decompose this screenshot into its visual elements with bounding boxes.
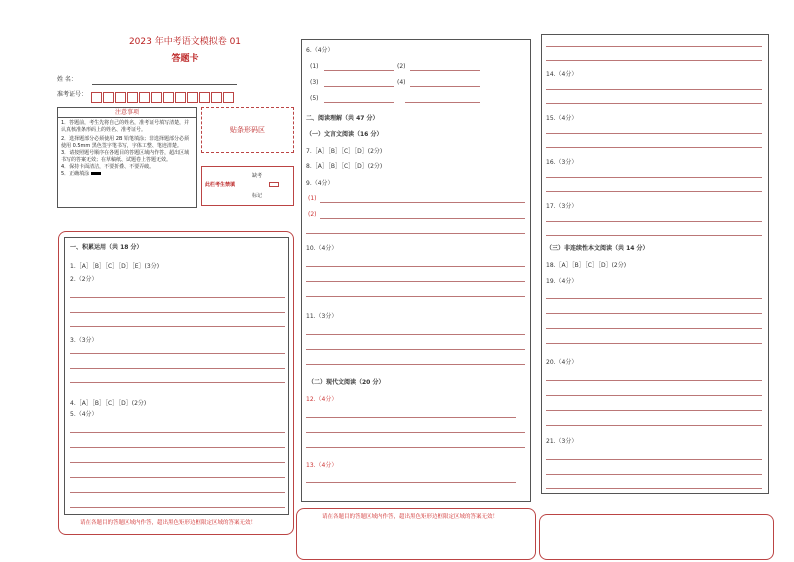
question-9: 9.（4分） (306, 180, 334, 187)
question-11: 11.（3分） (306, 313, 338, 320)
page-subtitle: 答题卡 (171, 54, 199, 64)
page-title: 2023 年中考语文模拟卷 01 (128, 37, 242, 47)
q6-label: (2) (397, 63, 406, 70)
question-1[interactable]: 1.［A］［B］［C］［D］［E］(3分) (70, 263, 160, 270)
q6-label: (4) (397, 79, 406, 86)
q6-label: (1) (310, 63, 319, 70)
question-10: 10.（4分） (306, 245, 338, 252)
q9-label: (1) (308, 195, 317, 202)
absent-label: 缺考 (252, 173, 263, 179)
notice-title: 注意事项 (58, 108, 196, 118)
question-13: 13.（4分） (306, 462, 338, 469)
q9-label: (2) (308, 211, 317, 218)
subsection-title: （二）现代文阅读（20 分） (308, 379, 385, 386)
question-14: 14.（4分） (546, 71, 578, 78)
name-label: 姓 名： (57, 76, 77, 83)
question-21: 21.（3分） (546, 438, 578, 445)
question-17: 17.（3分） (546, 203, 578, 210)
notice-box (57, 107, 197, 208)
q6-label: (5) (310, 95, 319, 102)
answer-area-3-bottom (539, 514, 774, 560)
question-5: 5.（4分） (70, 411, 98, 418)
notice-item: 5．正确填涂 (61, 171, 90, 177)
question-7[interactable]: 7.［A］［B］［C］［D］(2分) (306, 148, 383, 155)
question-19: 19.（4分） (546, 278, 578, 285)
notice-item: 3．请按照题号顺序在各题目的答题区域内作答，超出区域书写的答案无效；在草稿纸、试题卷上答题无效。 (61, 150, 190, 163)
absent-box (201, 166, 294, 206)
question-18[interactable]: 18.［A］［B］［C］［D］(2分) (546, 262, 627, 269)
mark-label: 标记 (252, 193, 263, 199)
absent-note: 此栏考生禁填 (205, 182, 236, 188)
question-3: 3.（3分） (70, 337, 98, 344)
notice-item: 4．保持卡面清洁，不要折叠、不要弄破。 (61, 164, 155, 170)
notice-item: 1．答题前，考生先将自己的姓名，准考证号填写清楚，并认真核准条形码上的姓名、准考证号。 (61, 120, 190, 133)
subsection-title: （三）非连续性本文阅读（共 14 分） (546, 245, 649, 252)
notice-item: 2．选择题部分必须使用 2B 铅笔填涂；非选择题部分必须使用 0.5mm 黑色签字笔书写，字体工整、笔迹清楚。 (61, 136, 189, 149)
question-15: 15.（4分） (546, 115, 578, 122)
ticket-label: 准考证号： (57, 91, 88, 98)
question-12: 12.（4分） (306, 396, 338, 403)
ticket-cells[interactable] (91, 88, 235, 107)
question-4[interactable]: 4.［A］［B］［C］［D］(2分) (70, 400, 147, 407)
q6-label: (3) (310, 79, 319, 86)
question-8[interactable]: 8.［A］［B］［C］［D］(2分) (306, 163, 383, 170)
question-16: 16.（3分） (546, 159, 578, 166)
subsection-title: （一）文言文阅读（16 分） (306, 131, 383, 138)
barcode-label: 贴条形码区 (230, 126, 265, 134)
section-title: 一、积累运用（共 18 分） (70, 244, 143, 251)
question-20: 20.（4分） (546, 359, 578, 366)
fill-sample-icon (91, 172, 101, 175)
question-2: 2.（2分） (70, 276, 98, 283)
absent-checkbox[interactable] (269, 182, 279, 187)
question-6: 6.（4分） (306, 47, 334, 54)
warning-text: 请在各题目的答题区域内作答，超出黑色矩形边框限定区域的答案无效！ (80, 520, 257, 526)
name-field[interactable] (92, 84, 237, 85)
section-title: 二、阅读理解（共 47 分） (306, 115, 379, 122)
warning-text: 请在各题目的答题区域内作答，超出黑色矩形边框限定区域的答案无效！ (322, 514, 499, 520)
barcode-area (201, 107, 294, 153)
